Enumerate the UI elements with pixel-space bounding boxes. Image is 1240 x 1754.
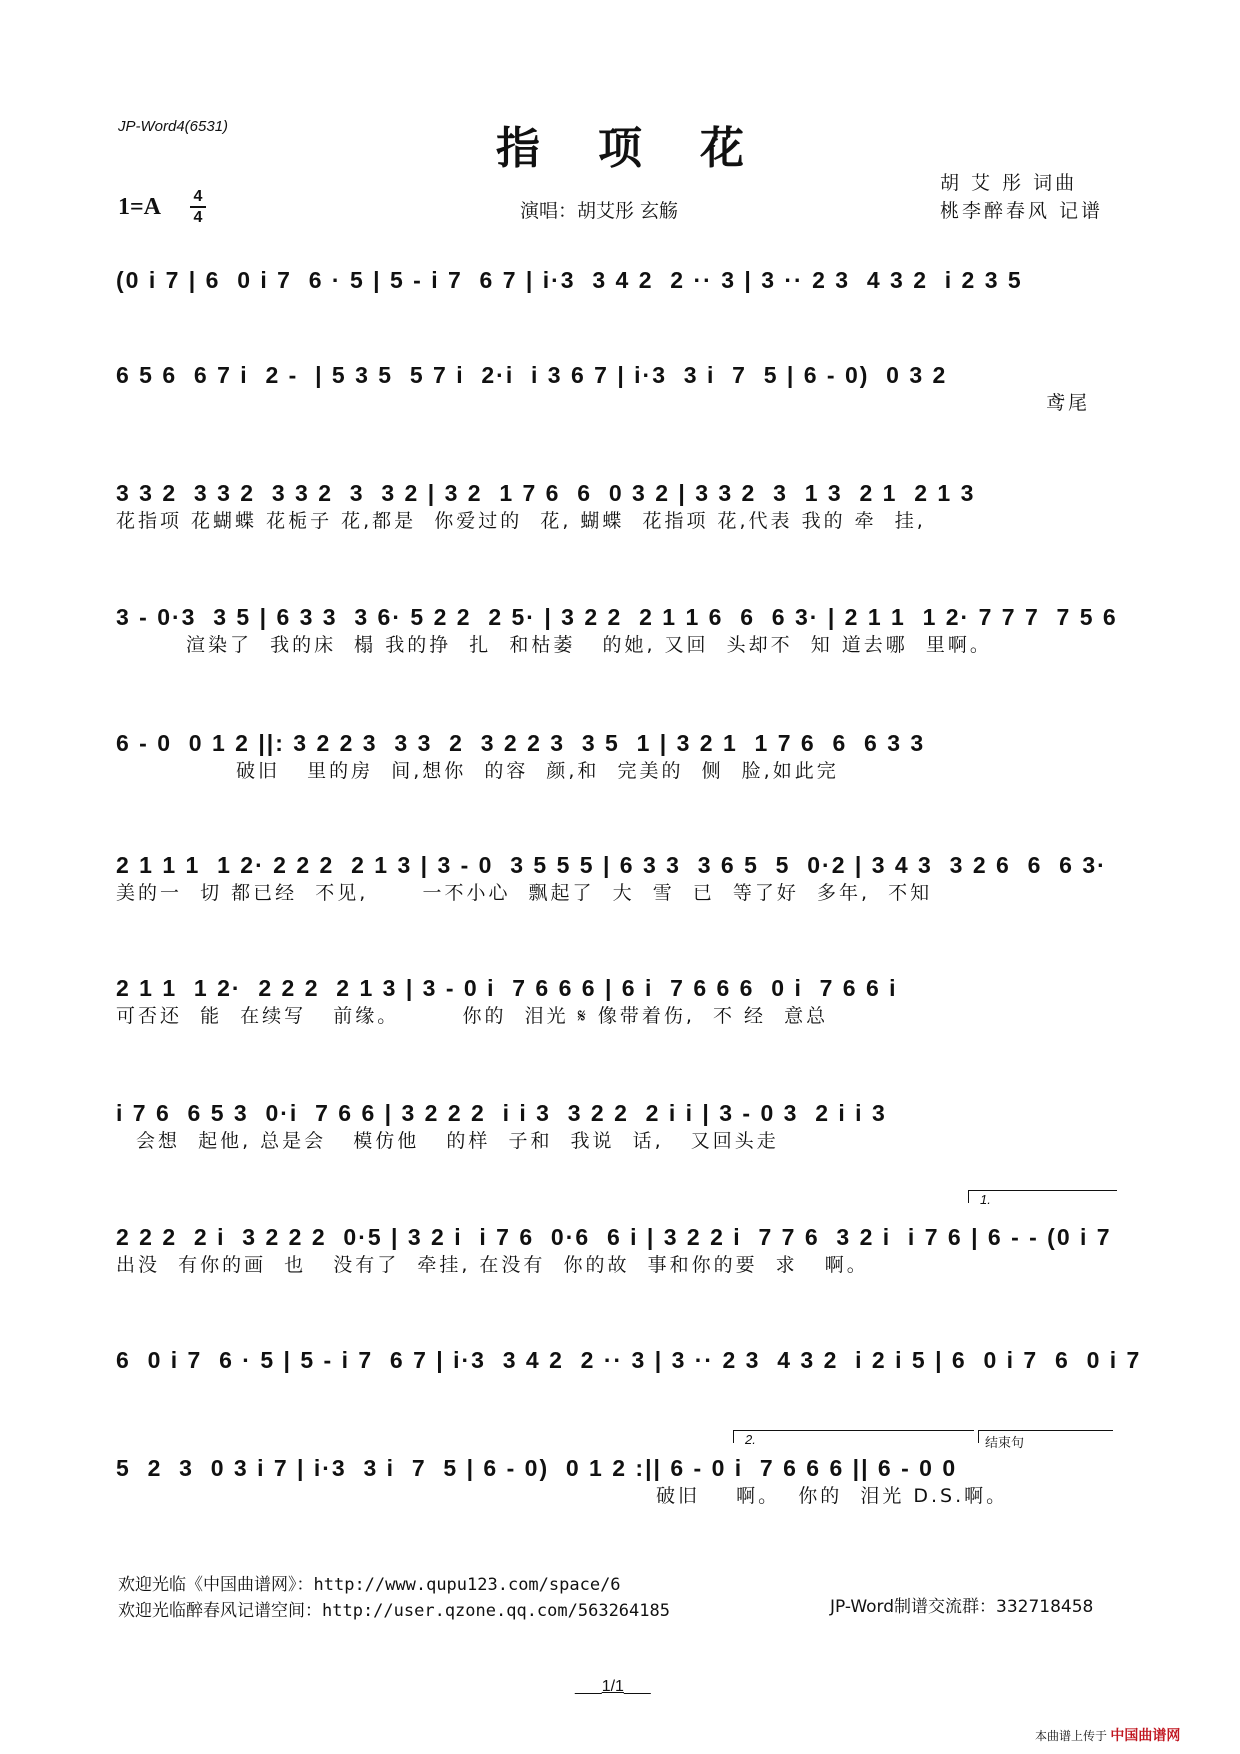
page-title: 指项花 [496,123,802,174]
notes: 3 - 0·3 3 5 | 6 3 3 3 6· 5 2 2 2 5· | 3 2 2 2 1 1 6 6 6 3· | 2 1 1 1 2· 7 7 7 7 5 6 [116,604,1118,630]
score-row-3 [116,478,1126,534]
lyrics: 会想 起他, 总是会 模仿他 的样 子和 我说 话, 又回头走 [136,1130,779,1152]
notes: (0 i 7 | 6 0 i 7 6 · 5 | 5 - i 7 6 7 | i·3 3 4 2 2 ·· 3 | 3 ·· 2 3 4 3 2 i 2 3 5 [116,267,1023,293]
meter-top: 4 [193,188,203,205]
notes: 2 1 1 1 1 2· 2 2 2 2 1 3 | 3 - 0 3 5 5 5 | 6 3 3 3 6 5 5 0·2 | 3 4 3 3 2 6 6 6 3· [116,852,1107,878]
notes: 3 3 2 3 3 2 3 3 2 3 3 2 | 3 2 1 7 6 6 0 3 2 | 3 3 2 3 1 3 2 1 2 1 3 [116,480,976,506]
score-row-6 [116,850,1126,906]
meter-bottom: 4 [193,209,203,226]
second-ending-bracket [733,1430,974,1443]
score-row-8 [116,1098,1126,1154]
upload-note: 本曲谱上传于 [1035,1729,1108,1743]
notes: 2 1 1 1 2· 2 2 2 2 1 3 | 3 - 0 i 7 6 6 6 | 6 i 7 6 6 6 0 i 7 6 6 i [116,975,898,1001]
score-row-9 [116,1222,1126,1278]
score-row-1 [116,265,1126,321]
score-row-11 [116,1453,1126,1509]
page-number: ___1/1___ [575,1678,651,1695]
notes: 5 2 3 0 3 i 7 | i·3 3 i 7 5 | 6 - 0) 0 1 2 :|| 6 - 0 i 7 6 6 6 || 6 - 0 0 [116,1455,958,1481]
lyrics: 美的一 切 都已经 不见, 一不小心 飘起了 大 雪 已 等了好 多年, 不知 [116,882,933,904]
lyrics: 可否还 能 在续写 前缘。 你的 泪光 𝄋 像带着伤, 不 经 意总 [116,1005,829,1027]
score-row-10 [116,1345,1142,1401]
lyrics [116,1375,1126,1401]
lyrics: 破旧 里的房 间,想你 的容 颜,和 完美的 侧 脸,如此完 [236,760,839,782]
watermark [1035,1725,1180,1745]
score-row-5 [116,728,1126,784]
notes: 6 - 0 0 1 2 ||: 3 2 2 3 3 3 2 3 2 2 3 3 5 1 | 3 2 1 1 7 6 6 6 3 3 [116,730,926,756]
lyrics: 鸢尾 [1046,392,1091,414]
group-info: JP-Word制谱交流群：332718458 [830,1597,1094,1617]
footer-link-2[interactable]: 欢迎光临醉春风记谱空间：http://user.qzone.qq.com/563264185 [118,1601,670,1621]
lyrics: 出没 有你的画 也 没有了 牵挂, 在没有 你的故 事和你的要 求 啊。 [116,1254,869,1276]
composer-credit: 胡 艾 彤 词曲 [940,172,1078,194]
site-logo: 中国曲谱网 [1110,1727,1181,1743]
second-ending-label: 2. [745,1432,756,1447]
singer-credit: 演唱：胡艾彤 玄觞 [520,200,679,222]
notes: i 7 6 6 5 3 0·i 7 6 6 | 3 2 2 2 i i 3 3 2 2 2 i i | 3 - 0 3 2 i i 3 [116,1100,887,1126]
score-row-7 [116,973,1126,1029]
transcriber-credit: 桃李醉春风 记谱 [940,200,1104,222]
notes: 6 0 i 7 6 · 5 | 5 - i 7 6 7 | i·3 3 4 2 2 ·· 3 | 3 ·· 2 3 4 3 2 i 2 i 5 | 6 0 i 7 6 0 i 7 [116,1347,1142,1373]
lyrics: 渲染了 我的床 榻 我的挣 扎 和枯萎 的她, 又回 头却不 知 道去哪 里啊。 [186,634,992,656]
lyrics [116,295,1126,321]
coda-label: 结束句 [985,1435,1025,1450]
score-row-4 [116,602,1126,658]
notes: 6 5 6 6 7 i 2 - | 5 3 5 5 7 i 2·i i 3 6 7 | i·3 3 i 7 5 | 6 - 0) 0 3 2 [116,362,948,388]
lyrics: 破旧 啊。 你的 泪光 D.S.啊。 [656,1485,1009,1507]
first-ending-label: 1. [980,1192,991,1207]
lyrics: 花指项 花蝴蝶 花栀子 花,都是 你爱过的 花, 蝴蝶 花指项 花,代表 我的 牵 挂, [116,510,926,532]
key-signature: 1=A [118,194,162,220]
time-signature [190,188,206,226]
footer-link-1[interactable]: 欢迎光临《中国曲谱网》：http://www.qupu123.com/space/6 [118,1575,621,1595]
score-row-2 [116,360,1126,416]
notes: 2 2 2 2 i 3 2 2 2 0·5 | 3 2 i i 7 6 0·6 6 i | 3 2 2 i 7 7 6 3 2 i i 7 6 | 6 - - (0 i 7 [116,1224,1112,1250]
software-version: JP-Word4(6531) [118,118,229,135]
